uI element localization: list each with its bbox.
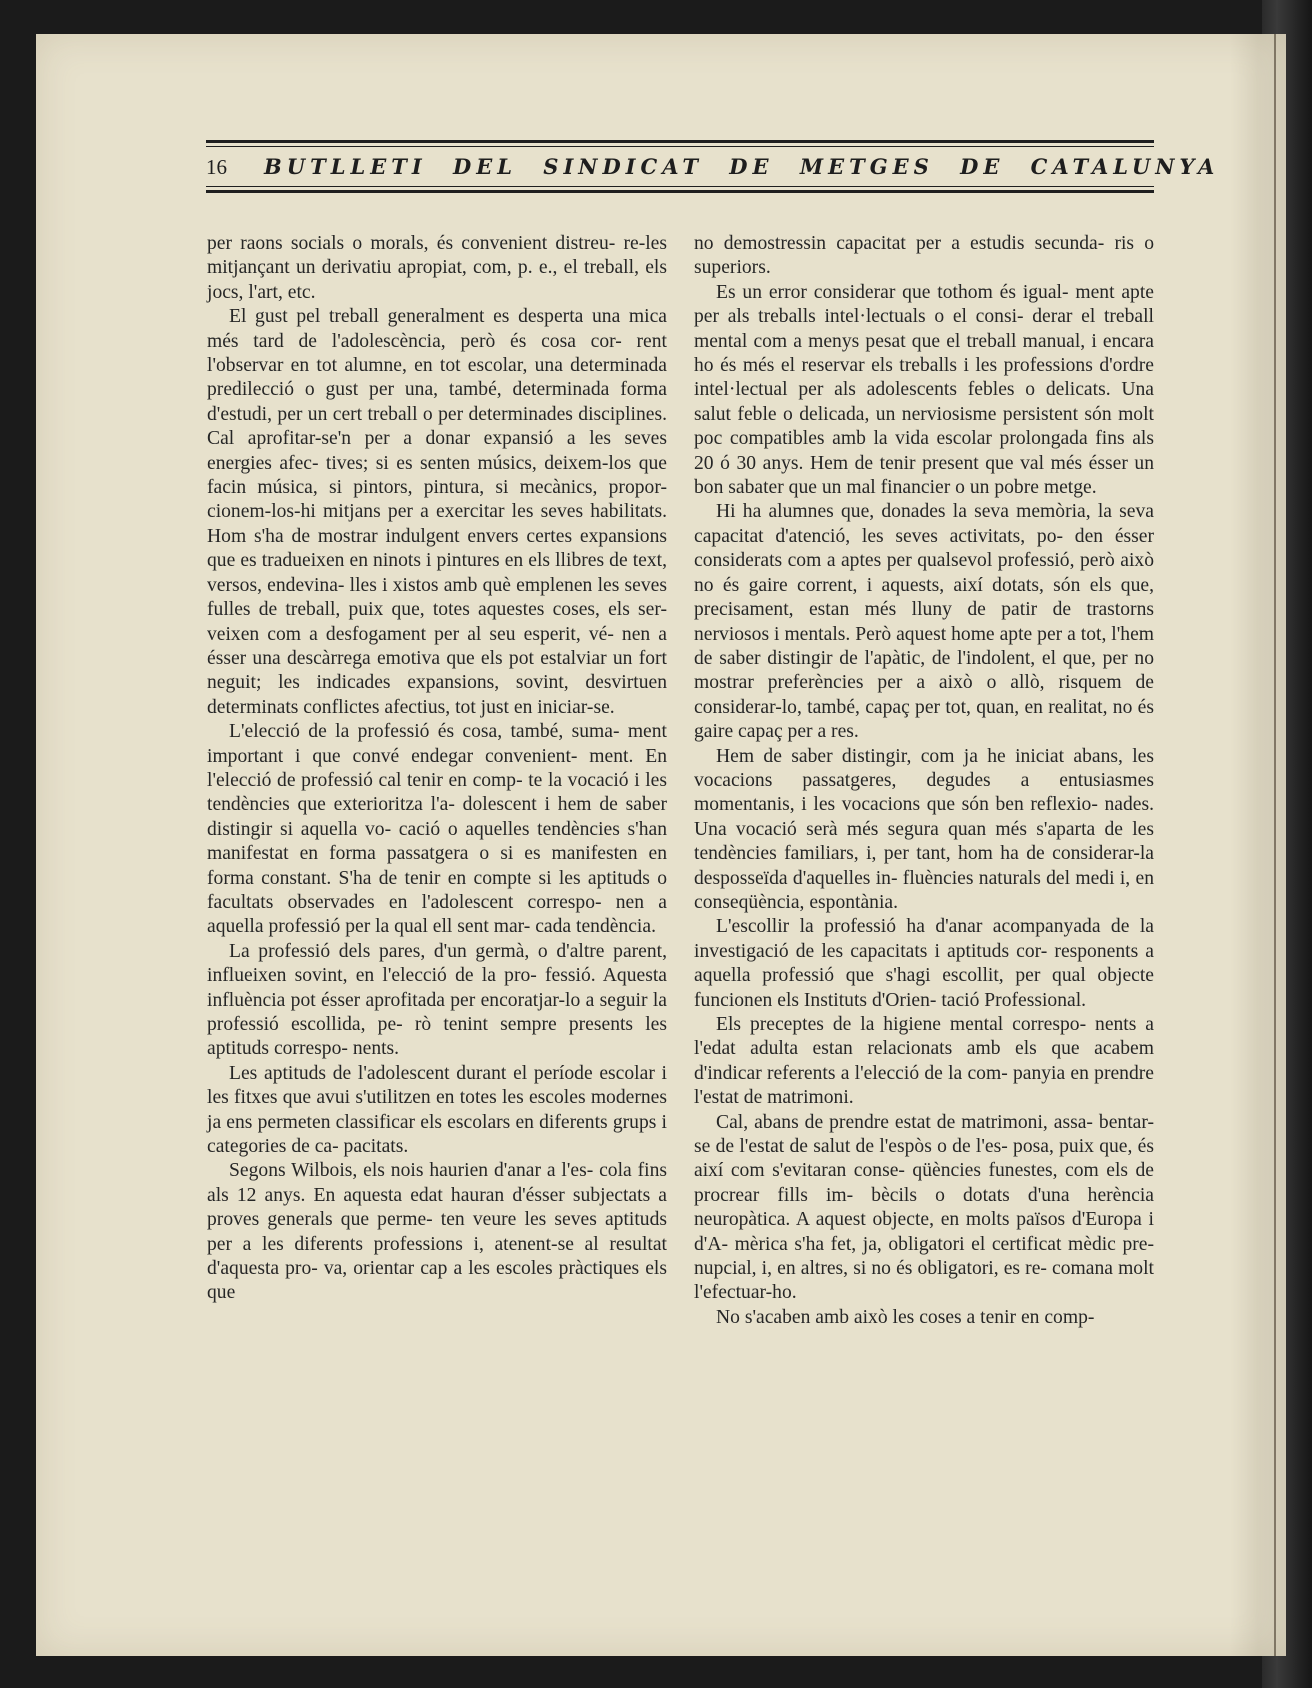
paragraph: Es un error considerar que tothom és igual- ment apte per als treballs intel·lectuals o el consi- derar el treball mental com a menys pesat que el treball manual, i encara ho és més el reservar els treballs i les professions d'ordre intel·lectual per als adolescents febles o delicats. Una salut feble o delicada, un nerviosisme persistent són molt poc compatibles amb la vida escolar prolongada fins als 20 ó 30 anys. Hem de tenir present que val més ésser un bon sabater que un mal financier o un pobre metge. bbox=[694, 281, 1154, 499]
paragraph: El gust pel treball generalment es desperta una mica més tard de l'adolescència, però és cosa cor- rent l'observar en tot alumne, en tot escolar, una determinada predilecció o gust per una, també, determinada forma d'estudi, per un cert treball o per determinades disciplines. Cal aprofitar-se'n per a donar expansió a les seves energies afec- tives; si es senten músics, deixem-los que facin música, si pintors, pintura, si mecànics, propor- cionem-los-hi mitjans per a exercitar les seves habilitats. Hom s'ha de mostrar indulgent envers certes expansions que es tradueixen en ninots i pintures en els llibres de text, versos, endevina- lles i xistos amb què emplenen les seves fulles de treball, puix que, totes aquestes coses, els ser- veixen com a desfogament per al seu esperit, vé- nen a ésser una descàrrega emotiva que els pot estalviar un fort neguit; les indicades expansions, sovint, desvirtuen determinats conflictes afectius, tot just en iniciar-se. bbox=[207, 306, 667, 718]
page-number: 16 bbox=[206, 155, 227, 179]
paragraph: Cal, abans de prendre estat de matrimoni, assa- bentar-se de l'estat de salut de l'espòs o de l'es- posa, puix que, és així com s'evitaran conse- qüències funestes, com els de procrear fills im- bècils o dotats d'una herència neuropàtica. A aquest objecte, en molts països d'Europa i d'A- mèrica s'ha fet, ja, obligatori el certificat mèdic pre-nupcial, i, en altres, si no és obligatori, es re- comana molt l'efectuar-ho. bbox=[694, 1111, 1154, 1304]
header-rule-top-thin bbox=[206, 146, 1154, 147]
paragraph: no demostressin capacitat per a estudis secunda- ris o superiors. bbox=[694, 233, 1154, 279]
page-fold-shadow bbox=[1230, 34, 1286, 1656]
header-rule-top-thick bbox=[206, 140, 1154, 143]
header-rule-bottom-thick bbox=[206, 190, 1154, 193]
paragraph: Els preceptes de la higiene mental correspo- nents a l'edat adulta estan relacionats amb els que acabem d'indicar referents a l'elecció de la com- panyia en prendre l'estat de matrimoni. bbox=[694, 1014, 1154, 1109]
left-column bbox=[207, 232, 667, 1306]
page-fold-line bbox=[1274, 34, 1276, 1656]
paragraph: L'elecció de la professió és cosa, també, suma- ment important i que convé endegar convenient- ment. En l'elecció de professió cal tenir en comp- te la vocació i les tendències que exterioritza l'a- dolescent i hem de saber distingir si aquella vo- cació o aquelles tendències s'han manifestat en forma passatgera o si es manifesten en forma constant. S'ha de tenir en compte si les aptituds o facultats observades en l'adolescent correspo- nen a aquella professió per la qual ell sent mar- cada tendència. bbox=[207, 721, 667, 938]
paragraph: La professió dels pares, d'un germà, o d'altre parent, influeixen sovint, en l'elecció de la pro- fessió. Aquesta influència pot ésser aprofitada per encoratjar-lo a seguir la professió escollida, pe- rò tenint sempre presents les aptituds correspo- nents. bbox=[207, 940, 667, 1060]
paragraph: Les aptituds de l'adolescent durant el període escolar i les fitxes que avui s'utilitzen en totes les escoles modernes ja ens permeten classificar els escolars en diferents grups i categories de ca- pacitats. bbox=[207, 1062, 667, 1158]
right-column bbox=[694, 232, 1154, 1330]
paragraph: No s'acaben amb això les coses a tenir en comp- bbox=[716, 1306, 1095, 1328]
paragraph: per raons socials o morals, és convenient distreu- re-les mitjançant un derivatiu apropiat, com, p. e., el treball, els jocs, l'art, etc. bbox=[207, 233, 667, 303]
paragraph: L'escollir la professió ha d'anar acompanyada de la investigació de les capacitats i aptituds cor- responents a aquella professió que s'hagi escollit, per qual objecte funcionen els Instituts d'Orien- tació Professional. bbox=[694, 916, 1154, 1011]
paragraph: Hem de saber distingir, com ja he iniciat abans, les vocacions passatgeres, degudes a entusiasmes momentanis, i les vocacions que són ben reflexio- nades. Una vocació serà més segura quan més s'aparta de les tendències familiars, i, per tant, hom ha de considerar-la desposseïda d'aquelles in- fluències naturals del medi i, en conseqüència, espontània. bbox=[694, 745, 1154, 913]
paragraph: Segons Wilbois, els nois haurien d'anar a l'es- cola fins als 12 anys. En aquesta edat hauran d'ésser subjectats a proves generals que perme- ten veure les seves aptituds per a les diferents professions i, atenent-se al resultat d'aquesta pro- va, orientar cap a les escoles pràctiques els que bbox=[207, 1160, 667, 1304]
header-rule-bottom-thin bbox=[206, 186, 1154, 187]
running-title: BUTLLETI DEL SINDICAT DE METGES DE CATALUNYA bbox=[264, 154, 1220, 179]
running-header bbox=[206, 138, 1220, 196]
paragraph: Hi ha alumnes que, donades la seva memòria, la seva capacitat d'atenció, les seves activitats, po- den ésser considerats com a aptes per qualsevol professió, però això no és gaire corrent, i aquests, així dotats, són els que, precisament, estan més lluny de patir de trastorns nerviosos i mentals. Però aquest home apte per a tot, l'hem de saber distingir de l'apàtic, de l'indolent, el que, per no mostrar preferències per a això o allò, risquem de considerar-lo, també, capaç per tot, quan, en realitat, no és gaire capaç per a res. bbox=[694, 501, 1154, 743]
